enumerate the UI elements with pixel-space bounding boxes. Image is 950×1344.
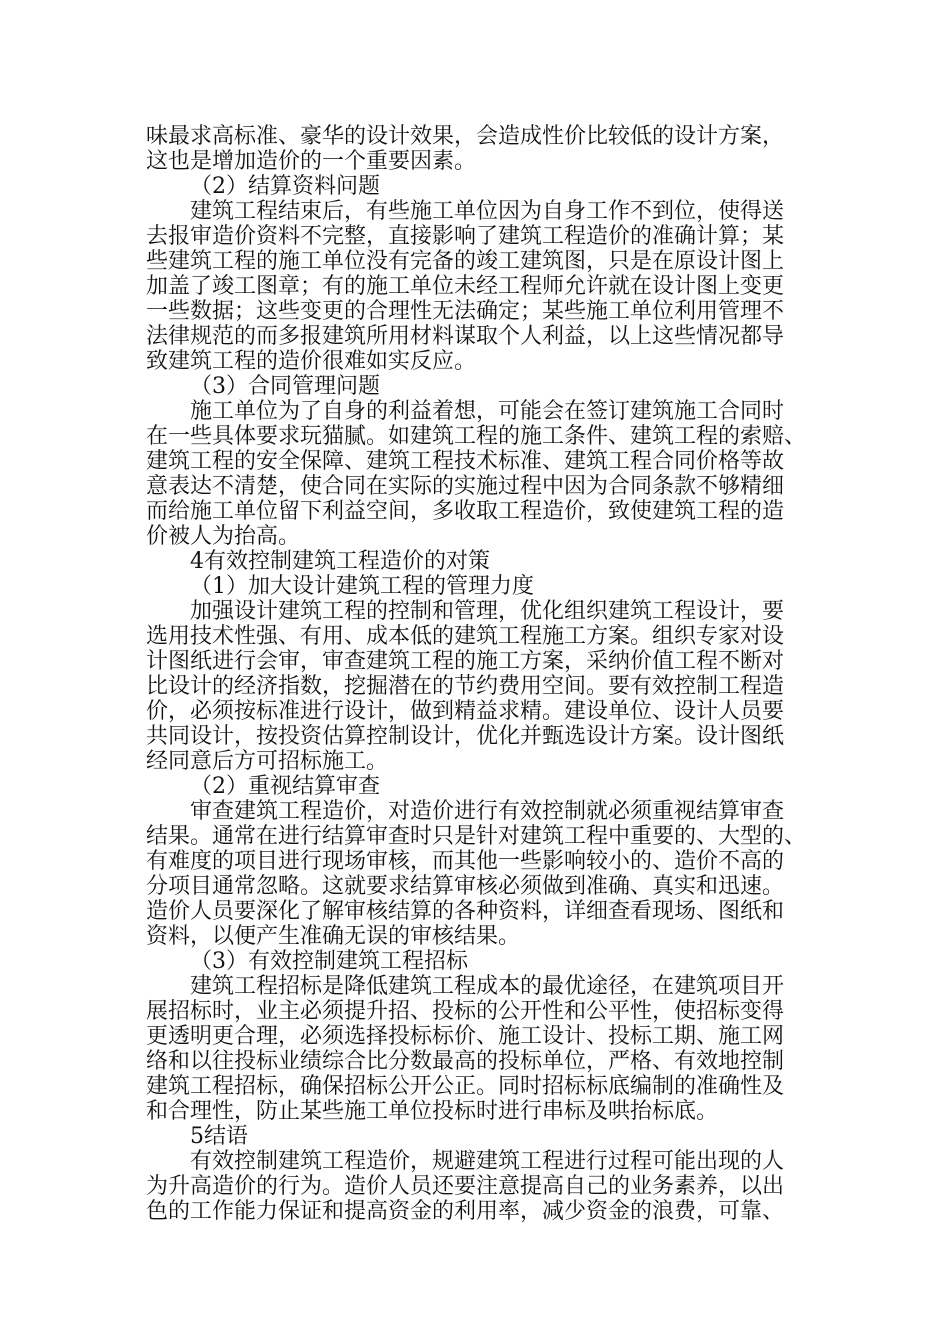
text-line: 展招标时，业主必须提升招、投标的公开性和公平性，使招标变得 — [146, 999, 785, 1024]
text-line: 结果。通常在进行结算审查时只是针对建筑工程中重要的、大型的、 — [146, 824, 807, 849]
text-line: 为升高造价的行为。造价人员还要注意提高自己的业务素养，以出 — [146, 1174, 785, 1199]
text-line: 价，必须按标准进行设计，做到精益求精。建设单位、设计人员要 — [146, 699, 785, 724]
text-line: （1）加大设计建筑工程的管理力度 — [190, 574, 534, 599]
text-line: 在一些具体要求玩猫腻。如建筑工程的施工条件、建筑工程的索赔、 — [146, 424, 807, 449]
text-line: （3）合同管理问题 — [190, 374, 380, 399]
text-line: 一些数据；这些变更的合理性无法确定；某些施工单位利用管理不 — [146, 299, 785, 324]
text-line: 络和以往投标业绩综合比分数最高的投标单位，严格、有效地控制 — [146, 1049, 785, 1074]
text-line: 有效控制建筑工程造价，规避建筑工程进行过程可能出现的人 — [190, 1149, 785, 1174]
text-line: 味最求高标准、豪华的设计效果，会造成性价比较低的设计方案， — [146, 124, 785, 149]
document-body — [146, 124, 816, 1224]
text-line: 意表达不清楚，使合同在实际的实施过程中因为合同条款不够精细 — [146, 474, 785, 499]
text-line: 色的工作能力保证和提高资金的利用率，减少资金的浪费，可靠、 — [146, 1199, 785, 1224]
text-line: 加强设计建筑工程的控制和管理，优化组织建筑工程设计，要 — [190, 599, 785, 624]
text-line: 选用技术性强、有用、成本低的建筑工程施工方案。组织专家对设 — [146, 624, 785, 649]
text-line: 造价人员要深化了解审核结算的各种资料，详细查看现场、图纸和 — [146, 899, 785, 924]
text-line: 资料，以便产生准确无误的审核结果。 — [146, 924, 521, 949]
text-line: 更透明更合理，必须选择投标标价、施工设计、投标工期、施工网 — [146, 1024, 785, 1049]
text-line: 审查建筑工程造价，对造价进行有效控制就必须重视结算审查 — [190, 799, 785, 824]
text-line: 建筑工程结束后，有些施工单位因为自身工作不到位，使得送 — [190, 199, 785, 224]
text-line: 4有效控制建筑工程造价的对策 — [190, 549, 490, 574]
text-line: 建筑工程招标是降低建筑工程成本的最优途径，在建筑项目开 — [190, 974, 785, 999]
text-line: 价被人为抬高。 — [146, 524, 301, 549]
text-line: 去报审造价资料不完整，直接影响了建筑工程造价的准确计算；某 — [146, 224, 785, 249]
text-line: 些建筑工程的施工单位没有完备的竣工建筑图，只是在原设计图上 — [146, 249, 785, 274]
text-line: 共同设计，按投资估算控制设计，优化并甄选设计方案。设计图纸 — [146, 724, 785, 749]
text-line: 建筑工程招标，确保招标公开公正。同时招标标底编制的准确性及 — [146, 1074, 785, 1099]
text-line: （2）重视结算审查 — [190, 774, 380, 799]
text-line: 计图纸进行会审，审查建筑工程的施工方案，采纳价值工程不断对 — [146, 649, 785, 674]
text-line: 致建筑工程的造价很难如实反应。 — [146, 349, 477, 374]
text-line: （2）结算资料问题 — [190, 174, 380, 199]
text-line: 比设计的经济指数，挖掘潜在的节约费用空间。要有效控制工程造 — [146, 674, 785, 699]
text-line: 这也是增加造价的一个重要因素。 — [146, 149, 477, 174]
text-line: 5结语 — [190, 1124, 248, 1149]
text-line: 经同意后方可招标施工。 — [146, 749, 389, 774]
text-line: 加盖了竣工图章；有的施工单位未经工程师允许就在设计图上变更 — [146, 274, 785, 299]
text-line: 分项目通常忽略。这就要求结算审核必须做到准确、真实和迅速。 — [146, 874, 785, 899]
text-line: 而给施工单位留下利益空间，多收取工程造价，致使建筑工程的造 — [146, 499, 785, 524]
text-line: 有难度的项目进行现场审核，而其他一些影响较小的、造价不高的 — [146, 849, 785, 874]
text-line: 和合理性，防止某些施工单位投标时进行串标及哄抬标底。 — [146, 1099, 719, 1124]
text-line: （3）有效控制建筑工程招标 — [190, 949, 468, 974]
text-line: 施工单位为了自身的利益着想，可能会在签订建筑施工合同时 — [190, 399, 785, 424]
text-line: 法律规范的而多报建筑所用材料谋取个人利益，以上这些情况都导 — [146, 324, 785, 349]
text-line: 建筑工程的安全保障、建筑工程技术标准、建筑工程合同价格等故 — [146, 449, 785, 474]
